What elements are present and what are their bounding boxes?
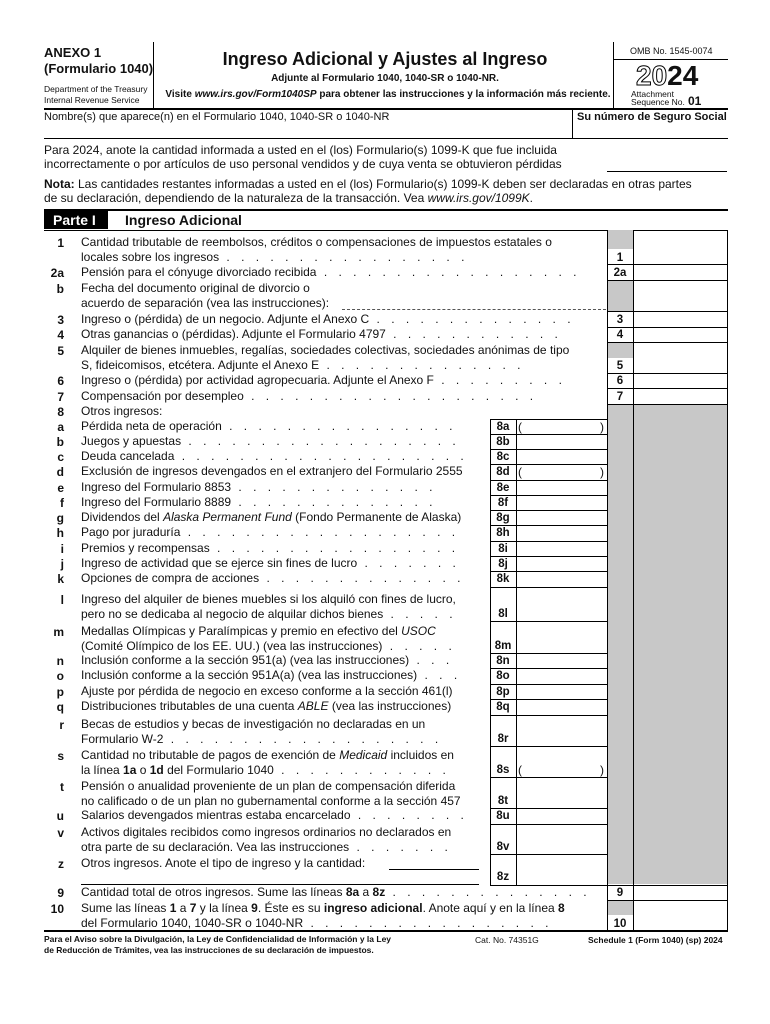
line-9-text: Cantidad total de otros ingresos. Sume las líneas 8a a 8z . . . . . . . . . . . . . . <box>81 885 591 899</box>
line-8z-text: Otros ingresos. Anote el tipo de ingreso y la cantidad: <box>81 856 366 870</box>
paren-open-8s: ( <box>518 763 522 777</box>
line-9-box-label: 9 <box>616 887 624 899</box>
line-8t-letter: t <box>60 780 64 794</box>
line-8a-letter: a <box>57 420 64 434</box>
line-2a-box-label: 2a <box>613 267 627 279</box>
line-8r-amount[interactable] <box>517 731 606 745</box>
line-8z-amount[interactable] <box>517 869 606 883</box>
sequence-number: 01 <box>688 94 702 108</box>
line-5-text-1: Alquiler de bienes inmuebles, regalías, sociedades colectivas, sociedades anónimas de tipo <box>81 343 570 357</box>
ssn-divider <box>572 109 573 138</box>
line-8c-box-label: 8c <box>496 451 510 463</box>
line-8m-amount[interactable] <box>517 638 606 652</box>
line-8p-amount[interactable] <box>517 685 606 698</box>
line-5-amount[interactable] <box>634 358 727 372</box>
line-2a-amount[interactable] <box>634 265 727 279</box>
line-6-text: Ingreso o (pérdida) por actividad agropecuaria. Adjunte el Anexo F . . . . . . . . . <box>81 373 566 387</box>
line-8r-box-label: 8r <box>497 733 509 745</box>
line-8l-box-label: 8l <box>498 608 508 620</box>
line-6-number: 6 <box>57 374 64 388</box>
line-3-text: Ingreso o (pérdida) de un negocio. Adjunte el Anexo C . . . . . . . . . . . . . . <box>81 312 575 326</box>
line-8l-letter: l <box>60 593 64 607</box>
line-7-number: 7 <box>57 390 64 404</box>
line-2a-number: 2a <box>50 266 64 280</box>
line-8u-box-label: 8u <box>496 810 510 822</box>
line-8r-text-2: Formulario W-2 . . . . . . . . . . . . . . . . . . . <box>81 732 443 746</box>
shade-10-top <box>608 900 633 915</box>
line-8q-letter: q <box>56 700 64 714</box>
paren-open-8d: ( <box>518 465 522 479</box>
schedule-name: ANEXO 1 <box>44 45 102 60</box>
line-1-amount[interactable] <box>634 250 727 264</box>
line-8t-text-1: Pensión o anualidad proveniente de un plan de compensación diferida <box>81 779 456 793</box>
rule-9 <box>607 900 728 901</box>
line-8z-letter: z <box>58 857 64 871</box>
line-8k-box-label: 8k <box>496 573 510 585</box>
line-2b-text-2: acuerdo de separación (vea las instrucciones): <box>81 296 330 310</box>
line-8j-text: Ingreso de actividad que se ejerce sin fines de lucro . . . . . . . <box>81 556 460 570</box>
line-8o-amount[interactable] <box>517 669 606 682</box>
line-8-text: Otros ingresos: <box>81 404 163 418</box>
part-label: Parte I <box>44 211 108 229</box>
shade-line8-col <box>608 404 633 884</box>
line-6-amount[interactable] <box>634 374 727 388</box>
rule-8q <box>490 715 607 716</box>
line-8h-text: Pago por juraduría . . . . . . . . . . . . . . . . . . . <box>81 525 460 539</box>
line-8m-text-1: Medallas Olímpicas y Paralímpicas y premio en efectivo del USOC <box>81 624 436 638</box>
line-8d-amount[interactable] <box>524 465 598 478</box>
line-8g-text: Dividendos del Alaska Permanent Fund (Fondo Permanente de Alaska) <box>81 510 462 524</box>
line-8v-text-2: otra parte de su declaración. Vea las instrucciones . . . . . . . <box>81 840 452 854</box>
shade-line8-amount <box>634 404 727 884</box>
line-8t-box-label: 8t <box>497 795 509 807</box>
line-1-box-label: 1 <box>616 252 624 264</box>
part-top-rule <box>44 209 728 211</box>
line-8r-letter: r <box>59 718 64 732</box>
line-8f-box-label: 8f <box>497 497 509 509</box>
ssn-label: Su número de Seguro Social <box>577 111 727 123</box>
tax-year: 2024 <box>636 60 699 91</box>
line-8o-text: Inclusión conforme a la sección 951A(a) (vea las instrucciones) . . . <box>81 668 462 682</box>
paren-close-8s: ) <box>600 763 604 777</box>
footer-notice-1: Para el Aviso sobre la Divulgación, la Ley de Confidencialidad de Información y la Ley <box>44 934 392 944</box>
line-8g-amount[interactable] <box>517 511 606 524</box>
line-8i-text: Premios y recompensas . . . . . . . . . . . . . . . . . <box>81 541 460 555</box>
line-8j-letter: j <box>60 557 64 571</box>
shade-2b <box>608 281 633 311</box>
header-bottom-rule <box>44 108 728 110</box>
rule-8s <box>490 777 607 778</box>
line-8l-amount[interactable] <box>517 606 606 620</box>
line-8p-text: Ajuste por pérdida de negocio en exceso conforme a la sección 461(l) <box>81 684 453 698</box>
line-8b-text: Juegos y apuestas . . . . . . . . . . . . . . . . . . . <box>81 434 460 448</box>
line-8v-box-label: 8v <box>496 841 510 853</box>
line-6-box-label: 6 <box>616 375 624 387</box>
names-label: Nombre(s) que aparece(n) en el Formulario 1040, 1040-SR o 1040-NR <box>44 111 390 123</box>
line-8b-box-label: 8b <box>496 436 510 448</box>
line-8i-amount[interactable] <box>517 542 606 555</box>
line-8e-amount[interactable] <box>517 481 606 494</box>
shade-5-top <box>608 343 633 358</box>
line-8n-text: Inclusión conforme a la sección 951(a) (vea las instrucciones) . . . <box>81 653 454 667</box>
line-8e-letter: e <box>57 481 64 495</box>
note-line-2: de su declaración, dependiendo de la naturaleza de la transacción. Vea www.irs.gov/1099K. <box>44 191 533 205</box>
line-8d-text: Exclusión de ingresos devengados en el extranjero del Formulario 2555 <box>81 464 463 478</box>
shade-top <box>608 230 633 249</box>
rule-8l <box>490 621 607 622</box>
line-8d-letter: d <box>56 465 64 479</box>
line-8h-letter: h <box>56 526 64 540</box>
line-8u-letter: u <box>56 809 64 823</box>
line-8g-letter: g <box>56 511 64 525</box>
names-field[interactable] <box>46 125 568 137</box>
line-3-box-label: 3 <box>616 314 624 326</box>
line-8t-text-2: no calificado o de un plan no gubernamental conforme a la sección 457 <box>81 794 461 808</box>
rule-8v <box>490 854 607 855</box>
line-3-amount[interactable] <box>634 312 727 326</box>
line-5-text-2: S, fideicomisos, etcétera. Adjunte el Anexo E . . . . . . . . . . . . . . <box>81 358 525 372</box>
rule-8r <box>490 746 607 747</box>
line-8v-amount[interactable] <box>517 839 606 853</box>
line-8j-box-label: 8j <box>498 558 508 570</box>
line-8n-amount[interactable] <box>517 654 606 667</box>
omb-number: OMB No. 1545-0074 <box>630 46 713 56</box>
line-8u-text: Salarios devengados mientras estaba encarcelado . . . . . . . . <box>81 808 468 822</box>
line-8v-letter: v <box>57 826 64 840</box>
line-8h-box-label: 8h <box>496 527 510 539</box>
sequence-label: Sequence No. <box>631 97 685 107</box>
line-8a-text: Pérdida neta de operación . . . . . . . . . . . . . . . . <box>81 419 457 433</box>
line-10-box-label: 10 <box>613 918 627 930</box>
line-1-text-1: Cantidad tributable de reembolsos, créditos o compensaciones de impuestos estatales o <box>81 235 552 249</box>
line-2b-number: b <box>56 282 64 296</box>
header-divider-right <box>613 42 614 108</box>
catalog-number: Cat. No. 74351G <box>475 935 539 945</box>
line-8c-text: Deuda cancelada . . . . . . . . . . . . . . . . . . . . <box>81 449 468 463</box>
attach-instruction: Adjunte al Formulario 1040, 1040-SR o 1040-NR. <box>271 73 499 84</box>
line-9-number: 9 <box>57 886 64 900</box>
names-bottom-rule <box>44 138 728 139</box>
line-8o-letter: o <box>56 669 64 683</box>
line-8r-text-1: Becas de estudios y becas de investigación no declaradas en un <box>81 717 426 731</box>
intro-line-2: incorrectamente o por artículos de uso personal vendidos y de cuya venta se obtuvieron pérdidas <box>44 157 562 171</box>
line-1-number: 1 <box>57 236 64 250</box>
line-8l-text-1: Ingreso del alquiler de bienes muebles si los alquiló con fines de lucro, <box>81 592 456 606</box>
attachment-label: Attachment <box>631 89 674 99</box>
rule-6 <box>607 388 728 389</box>
line-8k-text: Opciones de compra de acciones . . . . . . . . . . . . . . <box>81 571 465 585</box>
line-8n-box-label: 8n <box>496 655 510 667</box>
dept-irs: Internal Revenue Service <box>44 95 140 105</box>
line-2b-date-field[interactable] <box>342 309 606 310</box>
line-8p-letter: p <box>56 685 64 699</box>
line-8s-text-2: la línea 1a o 1d del Formulario 1040 . . . . . . . . . . . . <box>81 763 450 777</box>
line-8d-box-label: 8d <box>496 466 510 478</box>
line-8k-letter: k <box>57 572 64 586</box>
line-8h-amount[interactable] <box>517 526 606 539</box>
line-8s-amount[interactable] <box>524 762 598 776</box>
header-divider-left <box>153 42 154 108</box>
col-right-edge <box>727 230 728 930</box>
line-7-text: Compensación por desempleo . . . . . . . . . . . . . . . . . . . . <box>81 389 538 403</box>
line-8q-amount[interactable] <box>517 700 606 713</box>
line-8m-text-2: (Comité Olímpico de los EE. UU.) (vea las instrucciones) . . . . . <box>81 639 456 653</box>
line-2b-text-1: Fecha del documento original de divorcio o <box>81 281 310 295</box>
line-8s-text-1: Cantidad no tributable de pagos de exención de Medicaid incluidos en <box>81 748 454 762</box>
line-8s-box-label: 8s <box>496 764 510 776</box>
schedule-footer: Schedule 1 (Form 1040) (sp) 2024 <box>588 935 723 945</box>
footer-notice-2: de Reducción de Trámites, vea las instrucciones de su declaración de impuestos. <box>44 945 374 955</box>
dept-treasury: Department of the Treasury <box>44 84 148 94</box>
paren-close-8d: ) <box>600 465 604 479</box>
paren-close-8a: ) <box>600 420 604 434</box>
line-8b-amount[interactable] <box>517 435 606 448</box>
line-8c-amount[interactable] <box>517 450 606 463</box>
line-4-number: 4 <box>57 328 64 342</box>
intro-amount-field[interactable] <box>607 171 727 172</box>
line-8m-letter: m <box>53 625 64 639</box>
line-8m-box-label: 8m <box>494 640 512 652</box>
line-8l-text-2: pero no se dedicaba al negocio de alquilar dichos bienes . . . . . <box>81 607 457 621</box>
line-8e-text: Ingreso del Formulario 8853 . . . . . . . . . . . . . . <box>81 480 437 494</box>
visit-instruction: Visite www.irs.gov/Form1040SP para obtener las instrucciones y la información más reciente. <box>165 89 611 100</box>
form-title: Ingreso Adicional y Ajustes al Ingreso <box>222 49 548 69</box>
line-5-number: 5 <box>57 344 64 358</box>
part-title: Ingreso Adicional <box>125 212 242 228</box>
line-1-text-2: locales sobre los ingresos . . . . . . . . . . . . . . . . . <box>81 250 469 264</box>
line-2a-text: Pensión para el cónyuge divorciado recibida . . . . . . . . . . . . . . . . . . <box>81 265 581 279</box>
line-8q-text: Distribuciones tributables de una cuenta ABLE (vea las instrucciones) <box>81 699 452 713</box>
footer-top-rule <box>44 930 728 932</box>
line-8i-box-label: 8i <box>498 543 508 555</box>
line-4-text: Otras ganancias o (pérdidas). Adjunte el Formulario 4797 . . . . . . . . . . . . <box>81 327 562 341</box>
line-8o-box-label: 8o <box>496 670 510 682</box>
form-reference: (Formulario 1040) <box>44 61 154 76</box>
note-line-1: Nota: Las cantidades restantes informadas a usted en el (los) Formulario(s) 1099-K deben ser declaradas en otras partes <box>44 177 692 191</box>
line-8a-amount[interactable] <box>524 420 598 433</box>
line-10-text-2: del Formulario 1040, 1040-SR o 1040-NR . . . . . . . . . . . . . . . . . <box>81 916 553 930</box>
rule-2a <box>607 280 728 281</box>
line-7-box-label: 7 <box>616 391 624 403</box>
line-8-number: 8 <box>57 405 64 419</box>
line-8f-text: Ingreso del Formulario 8889 . . . . . . . . . . . . . . <box>81 495 437 509</box>
line-8k-amount[interactable] <box>517 572 606 585</box>
line-8q-box-label: 8q <box>496 701 510 713</box>
rule-7 <box>607 404 728 405</box>
line-8f-letter: f <box>60 496 64 510</box>
rule-8k <box>490 587 607 588</box>
line-9-amount[interactable] <box>634 886 727 899</box>
line-8a-box-label: 8a <box>496 421 510 433</box>
line-4-amount[interactable] <box>634 328 727 342</box>
intro-line-1: Para 2024, anote la cantidad informada a usted en el (los) Formulario(s) 1099-K que fue incluida <box>44 143 557 157</box>
line-8s-letter: s <box>57 749 64 763</box>
line-5-box-label: 5 <box>616 360 624 372</box>
line-3-number: 3 <box>57 313 64 327</box>
line-10-text-1: Sume las líneas 1 a 7 y la línea 9. Éste es su ingreso adicional. Anote aquí y en la línea 8 <box>81 901 565 915</box>
paren-open-8a: ( <box>518 420 522 434</box>
line-8t-amount[interactable] <box>517 793 606 807</box>
line-8c-letter: c <box>57 450 64 464</box>
line-8g-box-label: 8g <box>496 512 510 524</box>
line-8z-box-label: 8z <box>496 871 510 883</box>
line-10-amount[interactable] <box>634 915 727 929</box>
line-8i-letter: i <box>60 542 64 556</box>
line-8n-letter: n <box>56 654 64 668</box>
line-7-amount[interactable] <box>634 390 727 404</box>
line-10-number: 10 <box>50 902 64 916</box>
rule-4 <box>607 342 728 343</box>
ssn-field[interactable] <box>576 125 726 137</box>
line-8e-box-label: 8e <box>496 482 510 494</box>
line-8b-letter: b <box>56 435 64 449</box>
line-8j-amount[interactable] <box>517 557 606 570</box>
line-8z-type-field-1[interactable] <box>389 869 479 870</box>
line-8u-amount[interactable] <box>517 809 606 822</box>
line-4-box-label: 4 <box>616 329 624 341</box>
line-8v-text-1: Activos digitales recibidos como ingresos ordinarios no declarados en <box>81 825 452 839</box>
line-8p-box-label: 8p <box>496 686 510 698</box>
line-8f-amount[interactable] <box>517 496 606 509</box>
rule-8u <box>490 824 607 825</box>
